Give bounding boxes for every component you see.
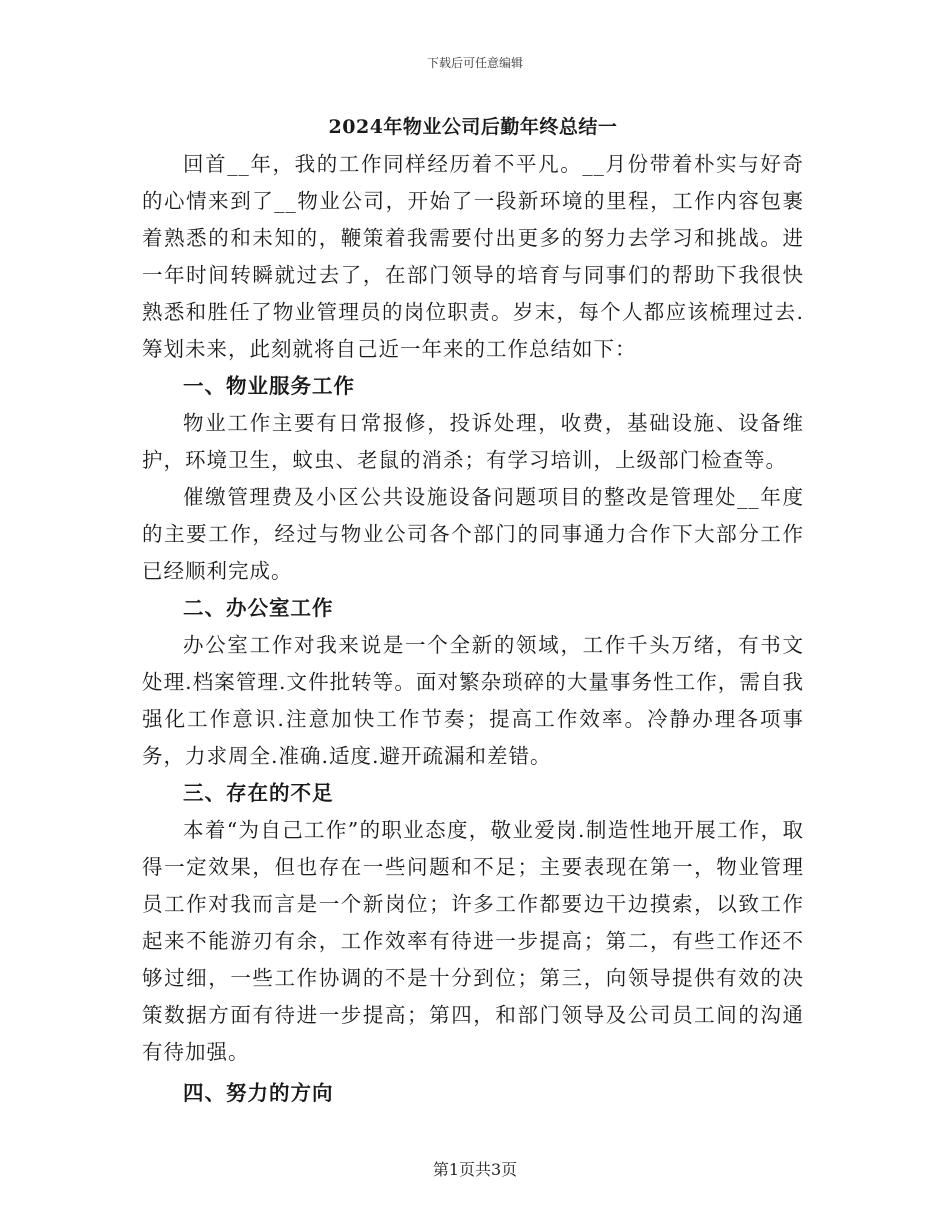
page-header-note: 下载后可任意编辑 xyxy=(426,56,523,70)
section-paragraph: 催缴管理费及小区公共设施设备问题项目的整改是管理处__年度的主要工作，经过与物业公司各个部门的同事通力合作下大部分工作已经顺利完成。 xyxy=(142,485,804,583)
section-2 xyxy=(142,590,804,775)
section-4 xyxy=(142,1075,804,1112)
section-paragraph: 物业工作主要有日常报修，投诉处理，收费，基础设施、设备维护，环境卫生，蚊虫、老鼠的消杀；有学习培训，上级部门检查等。 xyxy=(142,411,804,472)
section-heading: 二、办公室工作 xyxy=(183,596,334,620)
section-heading: 四、努力的方向 xyxy=(183,1081,334,1105)
section-3 xyxy=(142,775,804,1071)
document-body xyxy=(142,112,804,1112)
document-title: 2024年物业公司后勤年终总结一 xyxy=(328,116,618,138)
intro-paragraph: 回首__年，我的工作同样经历着不平凡。__月份带着朴实与好奇的心情来到了__物业公司，开始了一段新环境的里程，工作内容包裹着熟悉的和未知的，鞭策着我需要付出更多的努力去学习和挑战。进一年时间转瞬就过去了，在部门领导的培育与同事们的帮助下我很快熟悉和胜任了物业管理员的岗位职责。岁末，每个人都应该梳理过去.筹划未来，此刻就将自己近一年来的工作总结如下： xyxy=(142,152,804,361)
section-heading: 一、物业服务工作 xyxy=(183,374,355,398)
section-heading: 三、存在的不足 xyxy=(183,781,334,805)
section-1 xyxy=(142,368,804,590)
page-number: 第1页共3页 xyxy=(432,1160,518,1179)
section-paragraph: 本着“为自己工作”的职业态度，敬业爱岗.制造性地开展工作，取得一定效果，但也存在一些问题和不足；主要表现在第一，物业管理员工作对我而言是一个新岗位；许多工作都要边干边摸索，以致工作起来不能游刃有余，工作效率有待进一步提高；第二，有些工作还不够过细，一些工作协调的不是十分到位；第三，向领导提供有效的决策数据方面有待进一步提高；第四，和部门领导及公司员工间的沟通有待加强。 xyxy=(142,818,804,1064)
section-paragraph: 办公室工作对我来说是一个全新的领域，工作千头万绪，有书文处理.档案管理.文件批转等。面对繁杂琐碎的大量事务性工作，需自我强化工作意识.注意加快工作节奏；提高工作效率。冷静办理各项事务，力求周全.准确.适度.避开疏漏和差错。 xyxy=(142,633,804,768)
